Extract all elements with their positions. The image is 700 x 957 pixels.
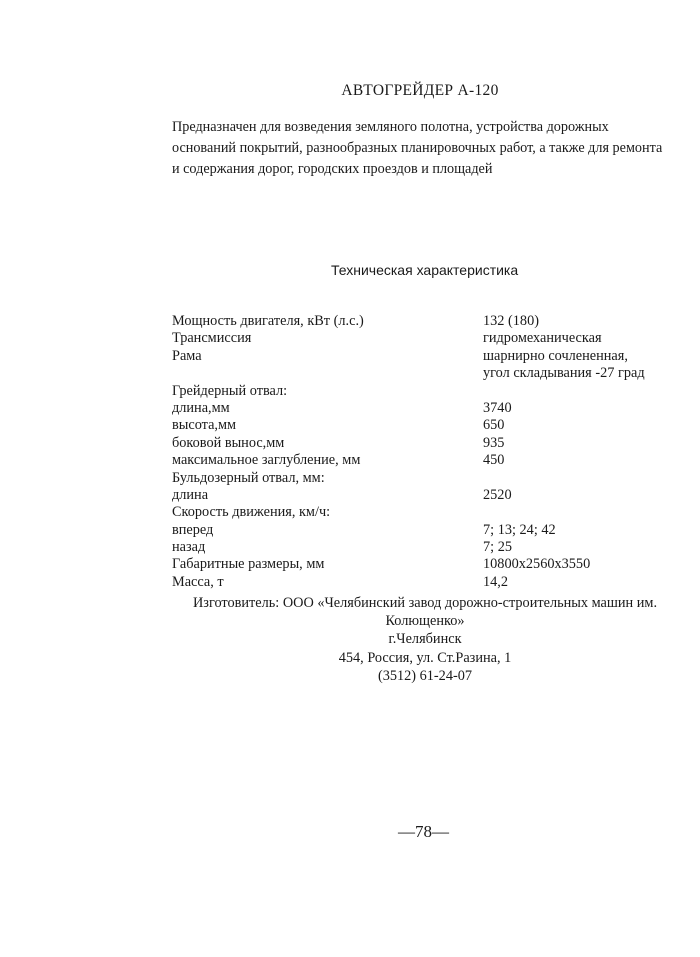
manufacturer-line: Колющенко» — [385, 613, 465, 630]
spec-label: Скорость движения, км/ч: — [172, 504, 331, 521]
spec-value: 650 — [483, 417, 505, 434]
spec-value: 7; 13; 24; 42 — [483, 521, 556, 538]
manufacturer-line: Изготовитель: ООО «Челябинский завод дорожно-строительных машин им. — [192, 595, 658, 611]
purpose-line: Предназначен для возведения земляного полотна, устройства дорожных — [172, 119, 609, 135]
spec-row — [172, 365, 672, 382]
spec-heading: Техническая характеристика — [331, 262, 519, 278]
spec-row — [172, 556, 672, 573]
spec-label: Масса, т — [172, 573, 224, 590]
spec-value: 10800х2560х3550 — [483, 556, 591, 573]
spec-label: Бульдозерный отвал, мм: — [172, 469, 325, 486]
spec-label: боковой вынос,мм — [172, 434, 285, 451]
spec-row — [172, 330, 672, 347]
spec-label: назад — [172, 539, 206, 556]
spec-value: 14,2 — [483, 573, 509, 590]
spec-label: Мощность двигателя, кВт (л.с.) — [172, 313, 364, 329]
spec-label: Габаритные размеры, мм — [172, 556, 325, 573]
spec-label: максимальное заглубление, мм — [172, 452, 361, 469]
spec-row — [172, 470, 672, 487]
spec-label: высота,мм — [172, 417, 237, 434]
spec-value: гидромеханическая — [483, 330, 602, 347]
spec-label: Рама — [172, 347, 202, 364]
spec-row — [172, 435, 672, 452]
spec-row — [172, 504, 672, 521]
spec-row — [172, 313, 672, 330]
spec-row — [172, 400, 672, 417]
spec-value: 3740 — [483, 399, 512, 416]
spec-label: длина,мм — [172, 399, 230, 416]
purpose-line: оснований покрытий, разнообразных планировочных работ, а также для ремонта — [172, 140, 663, 156]
spec-value: шарнирно сочлененная, — [483, 347, 628, 364]
document-title: АВТОГРЕЙДЕР А-120 — [341, 82, 499, 99]
spec-row — [172, 348, 672, 365]
spec-row — [172, 417, 672, 434]
purpose-line: и содержания дорог, городских проездов и площадей — [172, 161, 493, 177]
spec-value: 935 — [483, 434, 505, 451]
purpose-paragraph — [172, 117, 672, 180]
spec-row — [172, 522, 672, 539]
spec-row — [172, 452, 672, 469]
spec-value: 7; 25 — [483, 539, 512, 556]
spec-value: 132 (180) — [483, 313, 539, 329]
spec-label: Грейдерный отвал: — [172, 382, 288, 399]
spec-label: Трансмиссия — [172, 330, 252, 347]
spec-row — [172, 539, 672, 556]
manufacturer-line: г.Челябинск — [388, 631, 462, 648]
spec-row — [172, 487, 672, 504]
manufacturer-line: 454, Россия, ул. Ст.Разина, 1 — [338, 649, 512, 666]
spec-row — [172, 383, 672, 400]
manufacturer-line: (3512) 61-24-07 — [377, 667, 473, 684]
spec-row — [172, 574, 672, 591]
spec-value: 2520 — [483, 486, 512, 503]
manufacturer-block — [0, 594, 700, 685]
spec-value: 450 — [483, 452, 505, 469]
spec-table — [172, 313, 672, 591]
spec-label: длина — [172, 486, 209, 503]
page-number: —78— — [398, 822, 449, 841]
spec-label: вперед — [172, 521, 214, 538]
spec-value: угол складывания -27 град — [483, 365, 645, 382]
